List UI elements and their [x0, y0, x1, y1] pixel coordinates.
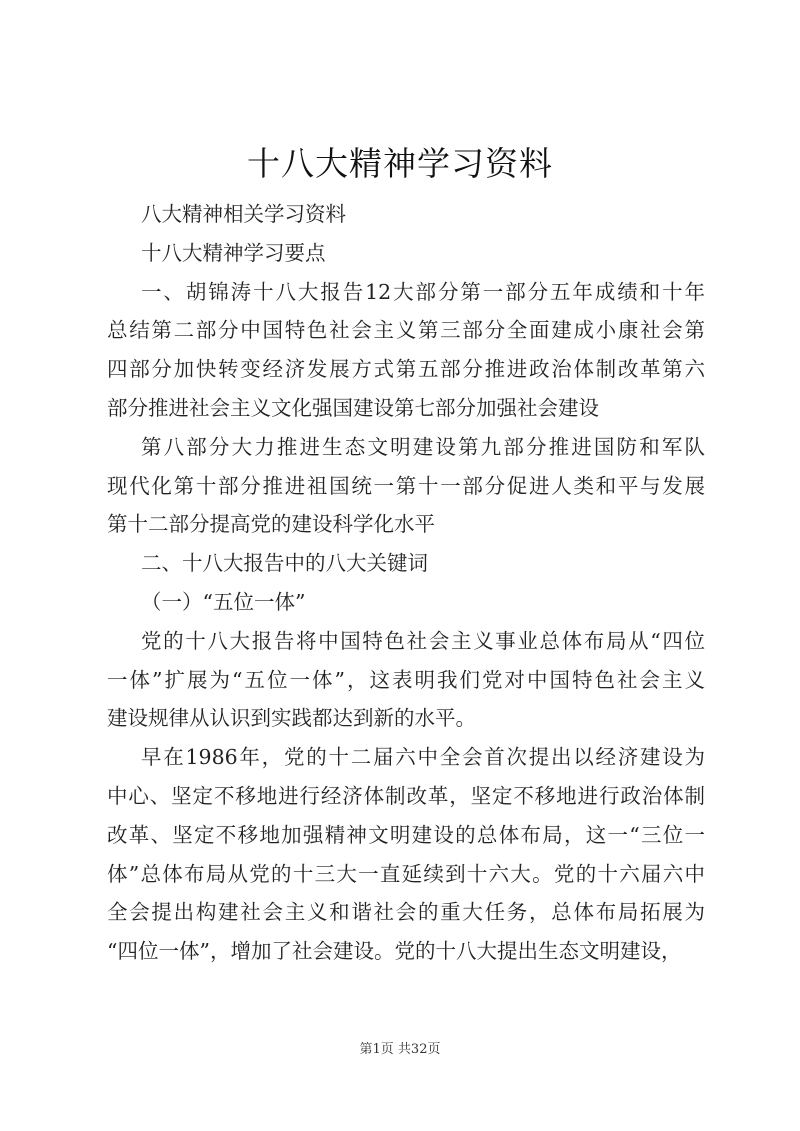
- paragraph: [107, 428, 705, 544]
- document-body: [107, 195, 705, 971]
- paragraph: [107, 234, 705, 273]
- text-line: 第十二部分提高党的建设科学化水平: [107, 512, 435, 537]
- text-line: 中心、坚定不移地进行经济体制改革，坚定不移地进行政治体制: [107, 783, 705, 808]
- paragraph: [107, 273, 705, 428]
- text-line: 部分推进社会主义文化强国建设第七部分加强社会建设: [107, 395, 599, 420]
- text-line: 改革、坚定不移地加强精神文明建设的总体布局，这一“三位一: [107, 822, 705, 847]
- paragraph: [107, 544, 705, 583]
- text-line: 早在1986年，党的十二届六中全会首次提出以经济建设为: [141, 745, 705, 770]
- text-line: 八大精神相关学习资料: [141, 202, 346, 226]
- paragraph: [107, 583, 705, 622]
- paragraph: [107, 738, 705, 971]
- text-line: “四位一体”，增加了社会建设。党的十八大提出生态文明建设，: [107, 939, 682, 964]
- text-line: 体”总体布局从党的十三大一直延续到十六大。党的十六届六中: [107, 861, 705, 886]
- text-line: 二、十八大报告中的八大关键词: [141, 551, 428, 576]
- text-line: 一、胡锦涛十八大报告12大部分第一部分五年成绩和十年: [141, 279, 705, 304]
- text-line: 全会提出构建社会主义和谐社会的重大任务，总体布局拓展为: [107, 900, 705, 925]
- text-line: 第八部分大力推进生态文明建设第九部分推进国防和军队: [141, 434, 705, 459]
- paragraph: [107, 195, 705, 234]
- text-line: 总结第二部分中国特色社会主义第三部分全面建成小康社会第: [107, 318, 705, 343]
- text-line: 党的十八大报告将中国特色社会主义事业总体布局从“四位: [141, 628, 705, 653]
- text-line: 现代化第十部分推进祖国统一第十一部分促进人类和平与发展: [107, 473, 705, 498]
- paragraph: [107, 622, 705, 738]
- text-line: 四部分加快转变经济发展方式第五部分推进政治体制改革第六: [107, 357, 705, 382]
- page-footer: 第1页 共32页: [359, 1042, 441, 1057]
- text-line: 十八大精神学习要点: [141, 240, 326, 265]
- document-title: 十八大精神学习资料: [247, 144, 553, 183]
- text-line: 一体”扩展为“五位一体”，这表明我们党对中国特色社会主义: [107, 667, 705, 692]
- text-line: 建设规律从认识到实践都达到新的水平。: [107, 706, 476, 731]
- text-line: （一）“五位一体”: [141, 589, 306, 614]
